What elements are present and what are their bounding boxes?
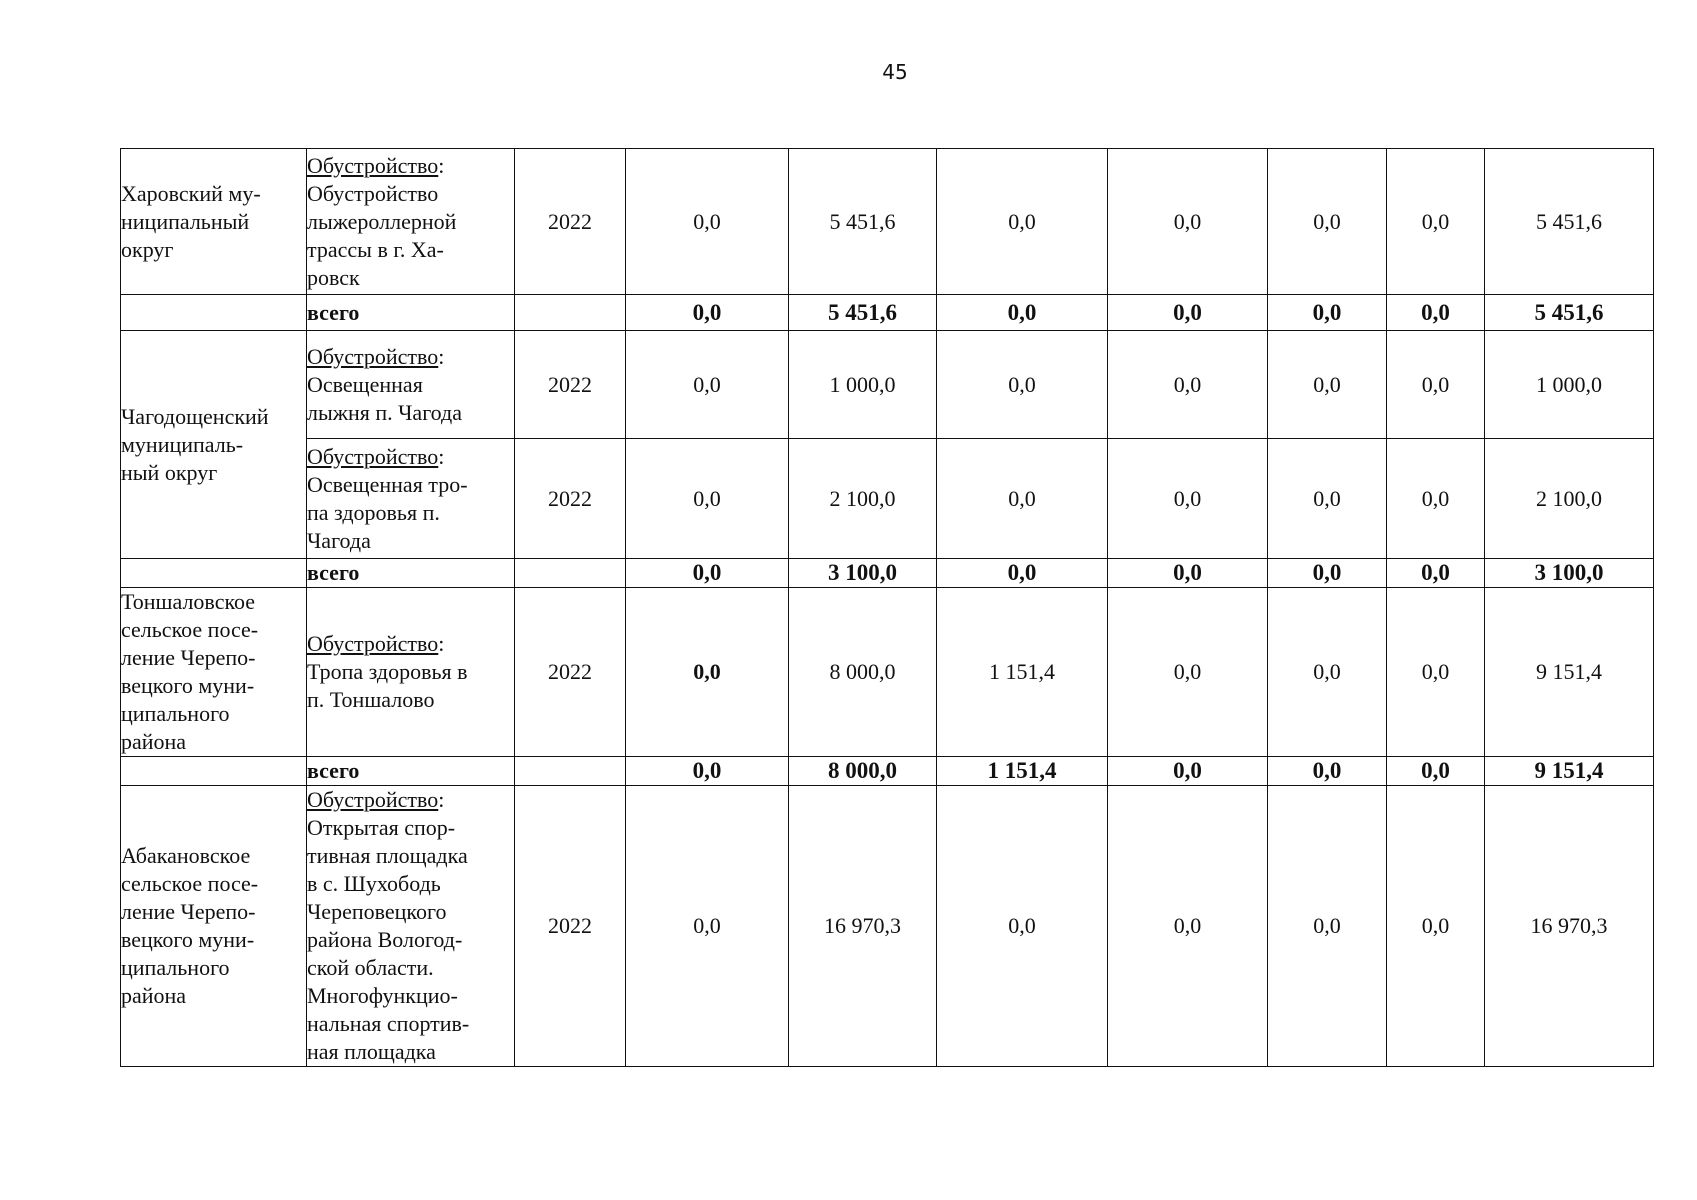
total-value-cell: 0,0: [1108, 559, 1268, 588]
project-type-label: Обустройство: [307, 631, 439, 656]
value-cell: 0,0: [626, 786, 789, 1067]
value-cell: 2 100,0: [789, 439, 937, 559]
value-cell: 0,0: [1387, 439, 1485, 559]
value-cell: 16 970,3: [1485, 786, 1654, 1067]
table-row: [121, 331, 1654, 439]
total-value-cell: 0,0: [1268, 757, 1387, 786]
value-cell: 16 970,3: [789, 786, 937, 1067]
total-value-cell: 0,0: [1108, 295, 1268, 331]
value-cell: 0,0: [626, 439, 789, 559]
total-value-cell: 0,0: [626, 559, 789, 588]
empty-cell: [121, 295, 307, 331]
value-cell: 0,0: [626, 149, 789, 295]
value-cell: 0,0: [1268, 439, 1387, 559]
total-value-cell: 0,0: [937, 559, 1108, 588]
value-cell: 0,0: [937, 786, 1108, 1067]
value-cell: 1 000,0: [789, 331, 937, 439]
total-value-cell: 0,0: [626, 757, 789, 786]
project-description-cell: Обустройство: Освещенная тро- па здоровья п. Чагода: [307, 439, 515, 559]
municipality-cell: Тоншаловское сельское посе- ление Черепо- вецкого муни- ципального района: [121, 588, 307, 757]
value-cell: 0,0: [1387, 331, 1485, 439]
value-cell: 0,0: [1268, 588, 1387, 757]
page-number: 45: [882, 60, 908, 84]
value-cell: 0,0: [1268, 786, 1387, 1067]
budget-table: [120, 148, 1654, 1067]
total-value-cell: 0,0: [1387, 295, 1485, 331]
value-cell: 0,0: [937, 439, 1108, 559]
project-description-cell: Обустройство: Открытая спор- тивная площадка в с. Шухободь Череповецкого района Вологод- ской области. Многофункцио- нальная спортив- ная площадка: [307, 786, 515, 1067]
year-cell: 2022: [515, 588, 626, 757]
total-row: [121, 757, 1654, 786]
value-cell: 0,0: [1108, 588, 1268, 757]
total-value-cell: 1 151,4: [937, 757, 1108, 786]
value-cell: 0,0: [626, 588, 789, 757]
table-row: [121, 786, 1654, 1067]
total-value-cell: 8 000,0: [789, 757, 937, 786]
total-value-cell: 0,0: [1108, 757, 1268, 786]
value-cell: 0,0: [1108, 331, 1268, 439]
municipality-cell: Чагодощенский муниципаль- ный округ: [121, 331, 307, 559]
table-row: [121, 588, 1654, 757]
value-cell: 0,0: [1108, 149, 1268, 295]
project-type-label: Обустройство: [307, 152, 439, 178]
project-type-label: Обустройство: [307, 443, 439, 469]
table-row: [121, 439, 1654, 559]
empty-cell: [515, 559, 626, 588]
value-cell: 0,0: [937, 331, 1108, 439]
total-value-cell: 0,0: [1387, 757, 1485, 786]
value-cell: 0,0: [1387, 786, 1485, 1067]
table-row: [121, 149, 1654, 295]
total-value-cell: 3 100,0: [1485, 559, 1654, 588]
value-cell: 0,0: [1108, 439, 1268, 559]
empty-cell: [515, 757, 626, 786]
total-value-cell: 5 451,6: [1485, 295, 1654, 331]
value-cell: 1 151,4: [937, 588, 1108, 757]
total-label: всего: [307, 559, 515, 588]
value-cell: 0,0: [626, 331, 789, 439]
value-cell: 2 100,0: [1485, 439, 1654, 559]
value-cell: 9 151,4: [1485, 588, 1654, 757]
empty-cell: [515, 295, 626, 331]
total-label: всего: [307, 295, 515, 331]
project-type-label: Обустройство: [307, 343, 439, 369]
total-value-cell: 0,0: [937, 295, 1108, 331]
total-value-cell: 0,0: [1387, 559, 1485, 588]
total-value-cell: 3 100,0: [789, 559, 937, 588]
project-type-label: Обустройство: [307, 787, 439, 812]
municipality-cell: Харовский му- ниципальный округ: [121, 149, 307, 295]
total-row: [121, 295, 1654, 331]
total-value-cell: 5 451,6: [789, 295, 937, 331]
value-cell: 1 000,0: [1485, 331, 1654, 439]
total-value-cell: 0,0: [1268, 295, 1387, 331]
value-cell: 0,0: [1268, 331, 1387, 439]
project-description-cell: Обустройство: Освещенная лыжня п. Чагода: [307, 331, 515, 439]
municipality-cell: Абакановское сельское посе- ление Черепо- вецкого муни- ципального района: [121, 786, 307, 1067]
total-row: [121, 559, 1654, 588]
value-cell: 5 451,6: [789, 149, 937, 295]
total-label: всего: [307, 757, 515, 786]
empty-cell: [121, 559, 307, 588]
year-cell: 2022: [515, 439, 626, 559]
value-cell: 0,0: [1268, 149, 1387, 295]
value-cell: 0,0: [1387, 149, 1485, 295]
value-cell: 5 451,6: [1485, 149, 1654, 295]
total-value-cell: 9 151,4: [1485, 757, 1654, 786]
year-cell: 2022: [515, 786, 626, 1067]
value-cell: 8 000,0: [789, 588, 937, 757]
project-description-cell: Обустройство: Обустройство лыжероллерной трассы в г. Ха- ровск: [307, 149, 515, 295]
total-value-cell: 0,0: [1268, 559, 1387, 588]
value-cell: 0,0: [1108, 786, 1268, 1067]
value-cell: 0,0: [937, 149, 1108, 295]
year-cell: 2022: [515, 331, 626, 439]
value-cell: 0,0: [1387, 588, 1485, 757]
total-value-cell: 0,0: [626, 295, 789, 331]
year-cell: 2022: [515, 149, 626, 295]
empty-cell: [121, 757, 307, 786]
project-description-cell: Обустройство: Тропа здоровья в п. Тоншалово: [307, 588, 515, 757]
